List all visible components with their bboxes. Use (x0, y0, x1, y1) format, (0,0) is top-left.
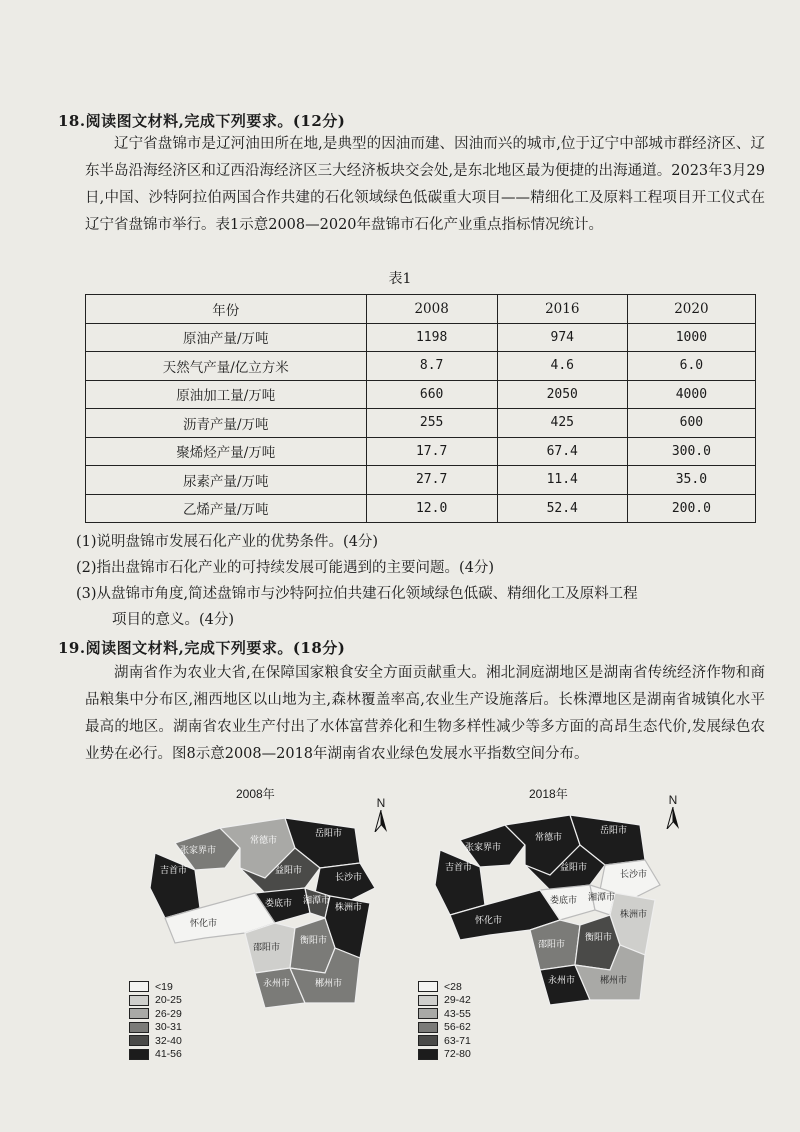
city-label: 株洲市 (620, 909, 648, 919)
table-row (86, 437, 756, 466)
map-2008 (145, 808, 385, 1008)
table-cell: 200.0 (627, 494, 755, 523)
table-cell: 8.7 (366, 352, 497, 381)
table-row (86, 409, 756, 438)
legend-item: 43-55 (418, 1007, 471, 1021)
table-header-cell: 2020 (627, 295, 755, 324)
table-row (86, 380, 756, 409)
legend-2018 (418, 980, 471, 1061)
table-cell: 6.0 (627, 352, 755, 381)
table-cell: 425 (497, 409, 627, 438)
city-label: 岳阳市 (600, 825, 628, 835)
city-label: 湘潭市 (588, 892, 616, 902)
legend-item: 72-80 (418, 1048, 471, 1062)
subquestion-1: (1)说明盘锦市发展石化产业的优势条件。(4分) (76, 534, 379, 550)
city-label: 长沙市 (335, 872, 363, 882)
question-18-subquestions (76, 529, 766, 633)
city-label: 永州市 (263, 978, 291, 988)
city-label: 衡阳市 (585, 932, 613, 942)
table-cell: 27.7 (366, 466, 497, 495)
map-2018-title: 2018年 (529, 787, 568, 801)
city-label: 张家界市 (465, 842, 502, 852)
city-label: 娄底市 (550, 895, 578, 905)
table-cell: 255 (366, 409, 497, 438)
table-cell: 660 (366, 380, 497, 409)
city-label: 张家界市 (180, 845, 217, 855)
legend-item: 63-71 (418, 1034, 471, 1048)
table-row-label: 沥青产量/万吨 (86, 409, 367, 438)
table-cell: 52.4 (497, 494, 627, 523)
city-label: 常德市 (250, 835, 278, 845)
table-cell: 17.7 (366, 437, 497, 466)
table-row-label: 尿素产量/万吨 (86, 466, 367, 495)
table-row (86, 494, 756, 523)
city-label: 岳阳市 (315, 828, 343, 838)
legend-2008 (129, 980, 182, 1061)
north-label: N (668, 793, 678, 807)
city-label: 湘潭市 (303, 895, 331, 905)
city-label: 吉首市 (445, 862, 473, 872)
table-cell: 300.0 (627, 437, 755, 466)
table-row (86, 352, 756, 381)
city-label: 株洲市 (335, 902, 363, 912)
table-caption: 表1 (388, 271, 412, 287)
legend-item: 32-40 (129, 1034, 182, 1048)
table-row-label: 聚烯烃产量/万吨 (86, 437, 367, 466)
table-cell: 1000 (627, 323, 755, 352)
question-19-material (85, 660, 765, 768)
legend-item: 29-42 (418, 994, 471, 1008)
table-cell: 12.0 (366, 494, 497, 523)
table-cell: 35.0 (627, 466, 755, 495)
table-row (86, 466, 756, 495)
table-cell: 4000 (627, 380, 755, 409)
table-cell: 2050 (497, 380, 627, 409)
city-label: 怀化市 (475, 915, 503, 925)
subquestion-3: (3)从盘锦市角度,简述盘锦市与沙特阿拉伯共建石化领域绿色低碳、精细化工及原料工程 (76, 586, 638, 602)
city-label: 怀化市 (190, 918, 218, 928)
question-18-material (85, 131, 765, 239)
subquestion-3-cont: 项目的意义。(4分) (112, 612, 235, 628)
table-cell: 4.6 (497, 352, 627, 381)
city-label: 郴州市 (315, 978, 343, 988)
table-header-cell: 2008 (366, 295, 497, 324)
legend-item: 56-62 (418, 1021, 471, 1035)
legend-item: 41-56 (129, 1048, 182, 1062)
city-label: 永州市 (548, 975, 576, 985)
north-label: N (376, 796, 386, 810)
table-row-label: 原油加工量/万吨 (86, 380, 367, 409)
table-cell: 67.4 (497, 437, 627, 466)
city-label: 邵阳市 (538, 939, 566, 949)
city-label: 郴州市 (600, 975, 628, 985)
table-cell: 600 (627, 409, 755, 438)
table-row-label: 乙烯产量/万吨 (86, 494, 367, 523)
legend-item: 30-31 (129, 1021, 182, 1035)
question-18-material-text: 辽宁省盘锦市是辽河油田所在地,是典型的因油而建、因油而兴的城市,位于辽宁中部城市群经济区、辽东半岛沿海经济区和辽西沿海经济区三大经济板块交会处,是东北地区最为便捷的出海通道。2023年3月29日,中国、沙特阿拉伯两国合作共建的石化领域绿色低碳重大项目——精细化工及原料工程项目开工仪式在辽宁省盘锦市举行。表1示意2008—2020年盘锦市石化产业重点指标情况统计。 (85, 136, 765, 233)
city-label: 常德市 (535, 832, 563, 842)
city-label: 衡阳市 (300, 935, 328, 945)
table-row-label: 原油产量/万吨 (86, 323, 367, 352)
city-label: 长沙市 (620, 869, 648, 879)
legend-item: 20-25 (129, 994, 182, 1008)
question-19-material-text: 湖南省作为农业大省,在保障国家粮食安全方面贡献重大。湘北洞庭湖地区是湖南省传统经济作物和商品粮集中分布区,湘西地区以山地为主,森林覆盖率高,农业生产设施落后。长株潭地区是湖南省城镇化水平最高的地区。湖南省农业生产付出了水体富营养化和生物多样性减少等多方面的高昂生态代价,发展绿色农业势在必行。图8示意2008—2018年湖南省农业绿色发展水平指数空间分布。 (85, 665, 765, 762)
city-label: 益阳市 (560, 862, 588, 872)
city-label: 吉首市 (160, 865, 188, 875)
table-header-cell: 2016 (497, 295, 627, 324)
table-header-cell: 年份 (86, 295, 367, 324)
subquestion-2: (2)指出盘锦市石化产业的可持续发展可能遇到的主要问题。(4分) (76, 560, 495, 576)
question-18-title: 18.阅读图文材料,完成下列要求。(12分) (58, 112, 346, 130)
table-cell: 1198 (366, 323, 497, 352)
table-body (86, 323, 756, 523)
legend-item: 26-29 (129, 1007, 182, 1021)
table-row (86, 323, 756, 352)
table-row-label: 天然气产量/亿立方米 (86, 352, 367, 381)
legend-item: <19 (129, 980, 182, 994)
legend-item: <28 (418, 980, 471, 994)
table-cell: 974 (497, 323, 627, 352)
map-2008-title: 2008年 (236, 787, 275, 801)
city-label: 益阳市 (275, 865, 303, 875)
city-label: 邵阳市 (253, 942, 281, 952)
city-label: 娄底市 (265, 898, 293, 908)
stats-table (85, 294, 756, 523)
table-header-row (86, 295, 756, 324)
table-cell: 11.4 (497, 466, 627, 495)
question-19-title: 19.阅读图文材料,完成下列要求。(18分) (58, 639, 346, 657)
